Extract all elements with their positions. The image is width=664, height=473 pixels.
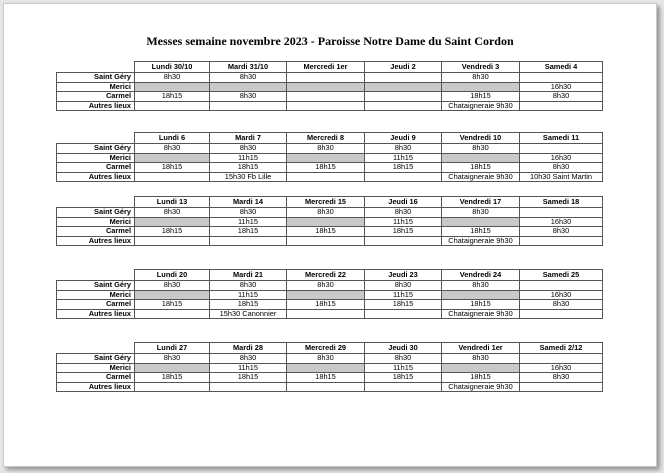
schedule-cell: 8h30 <box>520 373 603 383</box>
schedule-cell <box>135 172 210 182</box>
row-label: Autres lieux <box>57 309 135 319</box>
schedule-cell <box>365 82 442 92</box>
day-header: Jeudi 9 <box>365 133 442 144</box>
schedule-cell: 16h30 <box>520 82 603 92</box>
table-row <box>57 217 603 227</box>
schedule-cell: 18h15 <box>287 373 365 383</box>
schedule-cell <box>365 172 442 182</box>
schedule-cell: 8h30 <box>210 281 287 291</box>
week-table <box>56 196 603 246</box>
day-header: Jeudi 30 <box>365 343 442 354</box>
schedule-cell: 8h30 <box>210 354 287 364</box>
schedule-cell: 15h30 Fb Lille <box>210 172 287 182</box>
day-header: Samedi 11 <box>520 133 603 144</box>
schedule-cell <box>287 172 365 182</box>
schedule-cell: 8h30 <box>135 73 210 83</box>
schedule-cell <box>365 236 442 246</box>
day-header: Lundi 13 <box>135 197 210 208</box>
day-header: Lundi 20 <box>135 270 210 281</box>
schedule-cell <box>287 236 365 246</box>
schedule-cell: 11h15 <box>210 363 287 373</box>
schedule-cell: 10h30 Saint Martin <box>520 172 603 182</box>
row-label: Autres lieux <box>57 172 135 182</box>
schedule-cell: 8h30 <box>442 208 520 218</box>
row-label: Carmel <box>57 227 135 237</box>
day-header: Lundi 6 <box>135 133 210 144</box>
day-header: Samedi 25 <box>520 270 603 281</box>
schedule-cell <box>365 382 442 392</box>
schedule-cell <box>520 309 603 319</box>
corner-cell <box>57 197 135 208</box>
schedule-cell: 18h15 <box>210 227 287 237</box>
row-label: Carmel <box>57 373 135 383</box>
schedule-cell <box>135 82 210 92</box>
schedule-cell: 18h15 <box>365 227 442 237</box>
table-row <box>57 144 603 154</box>
schedule-cell <box>135 363 210 373</box>
table-row <box>57 101 603 111</box>
day-header: Jeudi 16 <box>365 197 442 208</box>
row-label: Autres lieux <box>57 101 135 111</box>
schedule-cell: Chataigneraie 9h30 <box>442 172 520 182</box>
schedule-cell: 11h15 <box>210 290 287 300</box>
schedule-cell <box>135 382 210 392</box>
day-header: Mardi 7 <box>210 133 287 144</box>
day-header: Samedi 2/12 <box>520 343 603 354</box>
schedule-cell: 11h15 <box>210 217 287 227</box>
day-header: Mercredi 1er <box>287 62 365 73</box>
schedule-cell: 18h15 <box>442 92 520 102</box>
schedule-cell: 8h30 <box>135 144 210 154</box>
schedule-cell: 18h15 <box>135 163 210 173</box>
schedule-cell <box>520 354 603 364</box>
schedule-cell: 16h30 <box>520 290 603 300</box>
schedule-cell: 16h30 <box>520 217 603 227</box>
schedule-cell <box>442 290 520 300</box>
schedule-cell: 18h15 <box>365 163 442 173</box>
schedule-cell <box>365 92 442 102</box>
schedule-cell: 16h30 <box>520 153 603 163</box>
table-row <box>57 382 603 392</box>
corner-cell <box>57 62 135 73</box>
schedule-cell: 18h15 <box>287 227 365 237</box>
table-row <box>57 172 603 182</box>
table-row <box>57 309 603 319</box>
schedule-cell <box>287 101 365 111</box>
day-header: Vendredi 17 <box>442 197 520 208</box>
table-row <box>57 82 603 92</box>
day-header: Lundi 27 <box>135 343 210 354</box>
schedule-cell: 18h15 <box>442 227 520 237</box>
schedule-cell <box>520 144 603 154</box>
row-label: Merici <box>57 363 135 373</box>
schedule-cell: 8h30 <box>210 144 287 154</box>
week-table <box>56 269 603 319</box>
schedule-cell <box>365 101 442 111</box>
schedule-cell <box>365 309 442 319</box>
schedule-cell: Chataigneraie 9h30 <box>442 309 520 319</box>
day-header: Mardi 28 <box>210 343 287 354</box>
table-row <box>57 153 603 163</box>
row-label: Saint Géry <box>57 354 135 364</box>
schedule-cell: 15h30 Canonnier <box>210 309 287 319</box>
schedule-cell <box>135 290 210 300</box>
schedule-cell: 18h15 <box>442 163 520 173</box>
day-header: Vendredi 1er <box>442 343 520 354</box>
schedule-cell: 18h15 <box>287 300 365 310</box>
schedule-cell <box>520 208 603 218</box>
row-label: Merici <box>57 217 135 227</box>
schedule-cell: 18h15 <box>135 92 210 102</box>
schedule-cell <box>442 82 520 92</box>
schedule-cell: 8h30 <box>210 92 287 102</box>
schedule-cell: 18h15 <box>365 300 442 310</box>
table-row <box>57 290 603 300</box>
day-header: Mercredi 8 <box>287 133 365 144</box>
day-header: Vendredi 24 <box>442 270 520 281</box>
row-label: Carmel <box>57 300 135 310</box>
schedule-cell <box>287 309 365 319</box>
schedule-cell: Chataigneraie 9h30 <box>442 101 520 111</box>
schedule-cell: 18h15 <box>135 227 210 237</box>
table-row <box>57 354 603 364</box>
schedule-cell <box>520 101 603 111</box>
day-header: Vendredi 3 <box>442 62 520 73</box>
schedule-cell <box>135 101 210 111</box>
row-label: Saint Géry <box>57 73 135 83</box>
schedule-cell <box>210 382 287 392</box>
row-label: Merici <box>57 290 135 300</box>
schedule-cell <box>442 363 520 373</box>
schedule-cell <box>287 217 365 227</box>
schedule-cell <box>287 73 365 83</box>
schedule-cell: 11h15 <box>365 363 442 373</box>
schedule-cell: 8h30 <box>135 354 210 364</box>
row-label: Merici <box>57 153 135 163</box>
table-row <box>57 208 603 218</box>
row-label: Merici <box>57 82 135 92</box>
schedule-cell: 8h30 <box>442 73 520 83</box>
schedule-cell: 16h30 <box>520 363 603 373</box>
schedule-cell <box>442 153 520 163</box>
schedule-cell <box>135 309 210 319</box>
table-row <box>57 281 603 291</box>
row-label: Autres lieux <box>57 236 135 246</box>
schedule-cell: 18h15 <box>210 163 287 173</box>
week-table <box>56 132 603 182</box>
schedule-cell: Chataigneraie 9h30 <box>442 236 520 246</box>
schedule-cell <box>365 73 442 83</box>
schedule-cell: 8h30 <box>442 144 520 154</box>
day-header: Samedi 4 <box>520 62 603 73</box>
week-table <box>56 342 603 392</box>
schedule-cell: 11h15 <box>365 153 442 163</box>
page-title: Messes semaine novembre 2023 - Paroisse Notre Dame du Saint Cordon <box>146 34 514 48</box>
schedule-cell: 8h30 <box>365 144 442 154</box>
schedule-cell: 8h30 <box>365 354 442 364</box>
schedule-cell <box>287 153 365 163</box>
schedule-cell: 8h30 <box>520 227 603 237</box>
corner-cell <box>57 133 135 144</box>
schedule-cell: 18h15 <box>210 373 287 383</box>
schedule-cell: 8h30 <box>287 208 365 218</box>
schedule-cell: 8h30 <box>135 281 210 291</box>
schedule-cell <box>287 363 365 373</box>
row-label: Autres lieux <box>57 382 135 392</box>
day-header: Mercredi 22 <box>287 270 365 281</box>
schedule-cell: 8h30 <box>442 354 520 364</box>
schedule-cell: 8h30 <box>287 354 365 364</box>
schedule-cell <box>287 82 365 92</box>
row-label: Saint Géry <box>57 144 135 154</box>
day-header: Jeudi 23 <box>365 270 442 281</box>
corner-cell <box>57 270 135 281</box>
schedule-cell: 8h30 <box>442 281 520 291</box>
schedule-cell <box>442 217 520 227</box>
schedule-cell <box>210 236 287 246</box>
day-header: Lundi 30/10 <box>135 62 210 73</box>
table-row <box>57 300 603 310</box>
schedule-cell: 8h30 <box>520 92 603 102</box>
schedule-cell: 18h15 <box>442 373 520 383</box>
schedule-cell <box>520 281 603 291</box>
schedule-cell: 8h30 <box>210 208 287 218</box>
schedule-cell <box>520 73 603 83</box>
schedule-cell <box>135 217 210 227</box>
schedule-cell <box>520 382 603 392</box>
day-header: Samedi 18 <box>520 197 603 208</box>
schedule-cell: 11h15 <box>210 153 287 163</box>
schedule-cell: 8h30 <box>520 163 603 173</box>
schedule-cell: Chataigneraie 9h30 <box>442 382 520 392</box>
row-label: Carmel <box>57 163 135 173</box>
schedule-cell: 8h30 <box>365 208 442 218</box>
table-row <box>57 236 603 246</box>
day-header: Mardi 14 <box>210 197 287 208</box>
row-label: Carmel <box>57 92 135 102</box>
day-header: Vendredi 10 <box>442 133 520 144</box>
schedule-cell <box>520 236 603 246</box>
table-row <box>57 92 603 102</box>
schedule-cell: 11h15 <box>365 290 442 300</box>
schedule-cell: 8h30 <box>135 208 210 218</box>
schedule-cell: 11h15 <box>365 217 442 227</box>
day-header: Mercredi 29 <box>287 343 365 354</box>
document-page <box>3 3 657 467</box>
schedule-cell: 8h30 <box>365 281 442 291</box>
schedule-cell: 8h30 <box>520 300 603 310</box>
schedule-cell: 18h15 <box>365 373 442 383</box>
day-header: Jeudi 2 <box>365 62 442 73</box>
day-header: Mercredi 15 <box>287 197 365 208</box>
schedule-cell: 8h30 <box>210 73 287 83</box>
schedule-cell: 18h15 <box>287 163 365 173</box>
table-row <box>57 373 603 383</box>
table-row <box>57 227 603 237</box>
day-header: Mardi 21 <box>210 270 287 281</box>
schedule-cell <box>287 92 365 102</box>
table-row <box>57 363 603 373</box>
schedule-cell: 18h15 <box>210 300 287 310</box>
table-row <box>57 163 603 173</box>
table-row <box>57 73 603 83</box>
corner-cell <box>57 343 135 354</box>
schedule-cell: 8h30 <box>287 281 365 291</box>
schedule-cell: 8h30 <box>287 144 365 154</box>
day-header: Mardi 31/10 <box>210 62 287 73</box>
schedule-cell: 18h15 <box>135 300 210 310</box>
schedule-cell <box>135 236 210 246</box>
schedule-cell: 18h15 <box>442 300 520 310</box>
row-label: Saint Géry <box>57 281 135 291</box>
week-table <box>56 61 603 111</box>
schedule-cell <box>210 82 287 92</box>
row-label: Saint Géry <box>57 208 135 218</box>
schedule-cell <box>287 382 365 392</box>
schedule-cell: 18h15 <box>135 373 210 383</box>
schedule-cell <box>210 101 287 111</box>
schedule-cell <box>135 153 210 163</box>
schedule-cell <box>287 290 365 300</box>
